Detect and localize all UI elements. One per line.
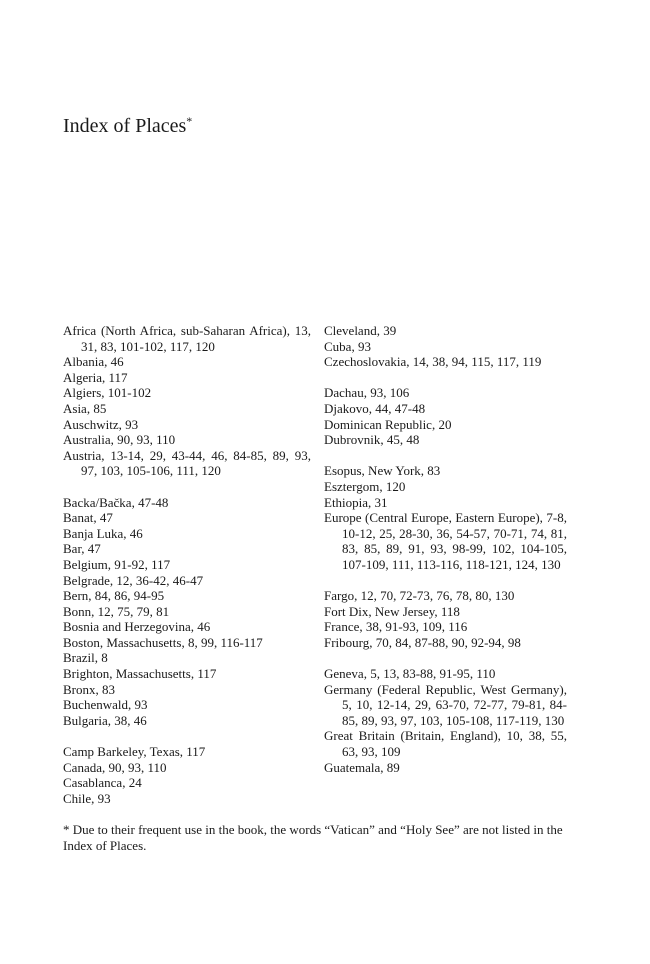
index-left-column xyxy=(63,323,311,806)
page-title xyxy=(63,114,192,138)
index-entry: Czechoslovakia, 14, 38, 94, 115, 117, 119 xyxy=(324,354,542,370)
index-entry: Austria, 13-14, 29, 43-44, 46, 84-85, 89, 93, 97, 103, 105-106, 111, 120 xyxy=(63,447,311,479)
index-entry: Cuba, 93 xyxy=(324,338,371,354)
index-entry: France, 38, 91-93, 109, 116 xyxy=(324,619,468,635)
index-entry: Algeria, 117 xyxy=(63,369,128,385)
index-entry: Fort Dix, New Jersey, 118 xyxy=(324,603,460,619)
index-entry: Albania, 46 xyxy=(63,354,124,370)
index-entry: Europe (Central Europe, Eastern Europe), 7-8, 10-12, 25, 28-30, 36, 54-57, 70-71, 74, 81, 83, 85, 89, 91, 93, 98-99, 102, 104-105, 107-109, 111, 113-116, 118-121, 124, 130 xyxy=(324,510,567,572)
index-entry: Backa/Bačka, 47-48 xyxy=(63,494,169,510)
index-entry: Fribourg, 70, 84, 87-88, 90, 92-94, 98 xyxy=(324,634,521,650)
index-entry: Casablanca, 24 xyxy=(63,775,142,791)
index-entry: Bern, 84, 86, 94-95 xyxy=(63,588,165,604)
index-entry: Africa (North Africa, sub-Saharan Africa), 13, 31, 83, 101-102, 117, 120 xyxy=(63,323,311,354)
index-letter-group xyxy=(63,744,311,806)
index-letter-group xyxy=(324,463,567,572)
title-footnote-mark: * xyxy=(186,114,193,128)
index-letter-group xyxy=(324,385,567,447)
index-entry: Fargo, 12, 70, 72-73, 76, 78, 80, 130 xyxy=(324,588,515,604)
index-entry: Bulgaria, 38, 46 xyxy=(63,712,147,728)
index-letter-group xyxy=(324,666,567,775)
index-entry: Esztergom, 120 xyxy=(324,478,406,494)
index-entry: Dachau, 93, 106 xyxy=(324,385,410,401)
index-letter-group xyxy=(324,323,567,370)
index-entry: Boston, Massachusetts, 8, 99, 116-117 xyxy=(63,634,263,650)
index-entry: Buchenwald, 93 xyxy=(63,697,148,713)
index-entry: Germany (Federal Republic, West Germany), 5, 10, 12-14, 29, 63-70, 72-77, 79-81, 84-85, 89, 93, 97, 103, 105-108, 117-119, 130 xyxy=(324,681,567,728)
index-entry: Bronx, 83 xyxy=(63,681,115,697)
index-entry: Belgrade, 12, 36-42, 46-47 xyxy=(63,572,204,588)
index-entry: Belgium, 91-92, 117 xyxy=(63,556,171,572)
index-entry: Cleveland, 39 xyxy=(324,323,397,338)
index-entry: Banat, 47 xyxy=(63,510,113,526)
index-entry: Bosnia and Herzegovina, 46 xyxy=(63,619,211,635)
index-entry: Banja Luka, 46 xyxy=(63,525,143,541)
index-entry: Esopus, New York, 83 xyxy=(324,463,441,479)
index-entry: Chile, 93 xyxy=(63,790,111,806)
index-entry: Australia, 90, 93, 110 xyxy=(63,432,176,448)
index-entry: Brighton, Massachusetts, 117 xyxy=(63,666,217,682)
index-entry: Bonn, 12, 75, 79, 81 xyxy=(63,603,170,619)
index-letter-group xyxy=(324,588,567,650)
index-entry: Djakovo, 44, 47-48 xyxy=(324,400,426,416)
index-entry: Ethiopia, 31 xyxy=(324,494,388,510)
index-entry: Canada, 90, 93, 110 xyxy=(63,759,167,775)
footnote: * Due to their frequent use in the book, the words “Vatican” and “Holy See” are not listed in the Index of Places. xyxy=(63,822,563,853)
index-letter-group xyxy=(63,323,311,479)
index-entry: Algiers, 101-102 xyxy=(63,385,152,401)
index-entry: Auschwitz, 93 xyxy=(63,416,139,432)
index-entry: Bar, 47 xyxy=(63,541,101,557)
index-entry: Brazil, 8 xyxy=(63,650,108,666)
index-entry: Dubrovnik, 45, 48 xyxy=(324,432,420,448)
index-entry: Great Britain (Britain, England), 10, 38, 55, 63, 93, 109 xyxy=(324,728,567,760)
title-text: Index of Places xyxy=(63,115,187,137)
index-entry: Asia, 85 xyxy=(63,400,107,416)
index-entry: Geneva, 5, 13, 83-88, 91-95, 110 xyxy=(324,666,496,682)
index-right-column xyxy=(324,323,567,775)
index-entry: Camp Barkeley, Texas, 117 xyxy=(63,744,206,760)
index-entry: Guatemala, 89 xyxy=(324,759,400,775)
index-letter-group xyxy=(63,495,311,729)
index-entry: Dominican Republic, 20 xyxy=(324,416,452,432)
